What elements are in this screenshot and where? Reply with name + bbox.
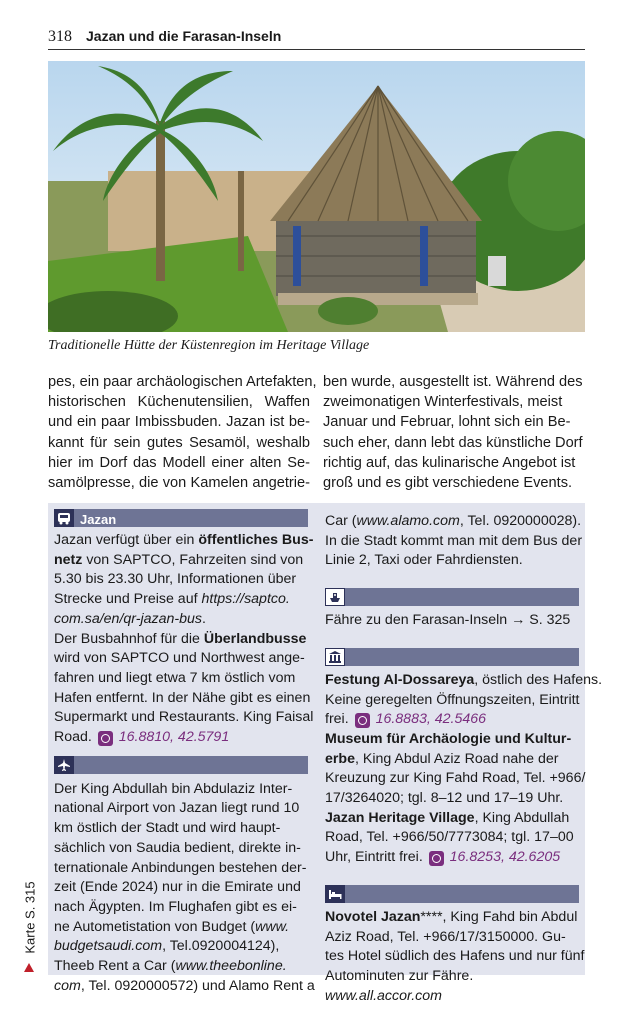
bus-section-label: Jazan bbox=[80, 512, 117, 527]
bus-text: Supermarkt und Restaurants. King Faisal bbox=[54, 709, 314, 726]
chapter-title: Jazan und die Farasan-Inseln bbox=[86, 28, 282, 44]
airport-text: Linie 2, Taxi oder Fahrdiensten. bbox=[325, 552, 523, 569]
ferry-section-bar bbox=[325, 588, 579, 606]
gps-coordinates[interactable]: 16.8883, 42.5466 bbox=[375, 711, 487, 728]
museum-icon bbox=[325, 648, 345, 666]
sights-section-bar bbox=[325, 648, 579, 666]
info-column-right bbox=[325, 512, 603, 1006]
budget-link[interactable]: budgetsaudi.com bbox=[54, 938, 163, 955]
airport-text: , Tel.0920004124), bbox=[162, 938, 280, 955]
sight-text: Uhr, Eintritt frei. bbox=[325, 849, 423, 866]
sight-name: Festung Al-Dossareya bbox=[325, 671, 475, 688]
saptco-link[interactable]: https://saptco. bbox=[201, 591, 290, 608]
airport-text: national Airport von Jazan liegt rund 10 bbox=[54, 800, 300, 817]
airport-text: km östlich der Stadt und wird haupt- bbox=[54, 820, 281, 837]
text-line: historischen Küchenutensilien, Waffen bbox=[48, 394, 310, 411]
text-line: Januar und Februar, lohnt sich ein Be- bbox=[323, 414, 571, 431]
airport-text: ternationale Anbindungen bestehen der- bbox=[54, 859, 307, 876]
text-line: groß und es gibt verschiedene Events. bbox=[323, 475, 573, 492]
info-column-left: Jazan Jazan verfügt über ein öffentliches Bus- netz von SAPTCO, Fahrzeiten sind von 5.30 bis 23.30 Uhr, Informationen über Strecke und Preise auf https://saptco. com.sa/en/qr-jazan-bus. Der Busbahnhof für die Überlandbusse wird von SAPTCO und Northwest ange- fahren und liegt etwa 7 km östlich vom Hafen entfernt. In der Nähe gibt es einen Supermarkt und Restaurants. King Faisal Road. 16.8810, 42.5791 Der King Abdullah bin Abdulaziz Inter- national Airport von Jazan liegt rund 10 km östlich der Stadt und wird haupt- sächlich von Saudia bedient, direkte in- ternationale Anbindungen bestehen der- zeit (Ende 2024) nur in die Emirate und nach Ägypten. Im Flughafen gibt es ei- ne Autometistation von Budget (www. budgetsaudi.com, Tel.0920004124), Theeb Rent a Car (www.theebonline. com, Tel. 0920000572) und Alamo Rent a bbox=[54, 509, 308, 996]
airport-text: Car ( bbox=[325, 513, 357, 529]
sight-text: , King Abdul Aziz Road nahe der bbox=[354, 750, 559, 767]
sight-name: Museum für Archäologie und Kultur- bbox=[325, 730, 572, 747]
alamo-link[interactable]: www.alamo.com bbox=[356, 513, 460, 529]
bus-text-bold: netz bbox=[54, 551, 83, 568]
sight-name: erbe bbox=[325, 750, 355, 767]
sight-text: Keine geregelten Öffnungszeiten, Eintritt bbox=[325, 691, 580, 708]
body-column-right bbox=[323, 372, 585, 493]
sight-text: Road, Tel. +966/50/7773084; tgl. 17–00 bbox=[325, 829, 574, 846]
hotel-text: Autominuten zur Fähre. bbox=[325, 967, 474, 984]
bus-text: Road. bbox=[54, 729, 92, 746]
text-line: such eher, dann lebt das künstliche Dorf bbox=[323, 434, 583, 451]
airport-text: sächlich von Saudia bedient, direkte in- bbox=[54, 839, 301, 856]
saptco-link[interactable]: com.sa/en/qr-jazan-bus bbox=[54, 610, 202, 627]
bus-text: von SAPTCO, Fahrzeiten sind von bbox=[86, 551, 304, 568]
ferry-icon bbox=[325, 588, 345, 606]
sight-text: 17/3264020; tgl. 8–12 und 17–19 Uhr. bbox=[325, 790, 564, 807]
text-line: ben wurde, ausgestellt ist. Während des bbox=[323, 374, 583, 390]
bus-text: Strecke und Preise auf bbox=[54, 591, 198, 608]
hotel-text: tes Hotel südlich des Hafens und nur fünf bbox=[325, 948, 585, 965]
hotel-name: Novotel Jazan bbox=[325, 908, 421, 925]
airport-text: , Tel. 0920000572) und Alamo Rent a bbox=[80, 977, 315, 994]
bus-text-city: Jazan bbox=[54, 532, 92, 548]
bus-icon bbox=[54, 509, 74, 527]
text-line: hier im Dorf das Modell einer alten Se- bbox=[48, 454, 310, 471]
bus-section-bar bbox=[54, 509, 308, 527]
sight-text: frei. bbox=[325, 711, 349, 728]
text-line: pes, ein paar archäologischen Artefakten, bbox=[48, 374, 317, 390]
location-pin-icon bbox=[98, 731, 113, 746]
theeb-link[interactable]: www.theebonline. bbox=[175, 958, 287, 975]
ferry-text[interactable]: Fähre zu den Farasan-Inseln → S. 325 bbox=[325, 612, 571, 629]
bed-icon bbox=[325, 885, 345, 903]
text-line: zweimonatigen Winterfestivals, meist bbox=[323, 394, 563, 411]
gps-coordinates[interactable]: 16.8253, 42.6205 bbox=[449, 849, 561, 866]
budget-link[interactable]: www. bbox=[255, 918, 290, 935]
hotel-text: Aziz Road, Tel. +966/17/3150000. Gu- bbox=[325, 928, 566, 945]
heritage-village-photo bbox=[48, 61, 585, 332]
bus-text-bold: öffentliches Bus- bbox=[198, 532, 314, 548]
page-header bbox=[48, 28, 585, 50]
bus-text: wird von SAPTCO und Northwest ange- bbox=[54, 650, 305, 667]
bus-text: Hafen entfernt. In der Nähe gibt es einen bbox=[54, 689, 311, 706]
bus-text: Der Busbahnhof für die bbox=[54, 630, 200, 647]
sight-text: Kreuzung zur King Fahd Road, Tel. +966/ bbox=[325, 770, 586, 787]
airport-text: , Tel. 0920000028). bbox=[459, 513, 582, 529]
airport-text: Der King Abdullah bin Abdulaziz Inter- bbox=[54, 780, 293, 797]
photo-caption: Traditionelle Hütte der Küstenregion im Heritage Village bbox=[48, 338, 370, 353]
accor-link[interactable]: www.all.accor.com bbox=[325, 987, 442, 1004]
airport-section-bar bbox=[54, 756, 308, 774]
airport-text: In die Stadt kommt man mit dem Bus der bbox=[325, 532, 583, 549]
sight-text: , östlich des Hafens. bbox=[474, 671, 603, 688]
page-number: 318 bbox=[48, 28, 72, 45]
airport-text: zeit (Ende 2024) nur in die Emirate und bbox=[54, 879, 301, 896]
info-box bbox=[48, 503, 603, 1004]
map-reference-tab[interactable] bbox=[20, 870, 38, 980]
bus-text: 5.30 bis 23.30 Uhr, Informationen über bbox=[54, 571, 297, 588]
arrow-up-icon bbox=[24, 963, 34, 972]
sight-name: Jazan Heritage Village bbox=[325, 809, 475, 826]
theeb-link[interactable]: com bbox=[54, 977, 81, 994]
hut-illustration bbox=[48, 61, 585, 332]
location-pin-icon bbox=[355, 713, 370, 728]
airport-text: nach Ägypten. Im Flughafen gibt es ei- bbox=[54, 898, 297, 915]
bus-text: fahren und liegt etwa 7 km östlich vom bbox=[54, 669, 296, 686]
bus-text-bold: Überlandbusse bbox=[203, 630, 307, 647]
map-reference-text: Karte S. 315 bbox=[22, 881, 38, 954]
hotel-section-bar bbox=[325, 885, 579, 903]
hotel-text: ****, King Fahd bin Abdul bbox=[420, 908, 578, 925]
text-line: und ein paar Imbissbuden. Jazan ist be- bbox=[48, 414, 310, 431]
airport-text: Theeb Rent a Car ( bbox=[54, 958, 176, 975]
text-line: kannt für sein gutes Sesamöl, weshalb bbox=[48, 434, 310, 451]
body-column-left bbox=[48, 372, 317, 493]
sight-text: , King Abdullah bbox=[474, 809, 570, 826]
airport-text: ne Autometistation von Budget ( bbox=[54, 918, 256, 935]
bus-text: verfügt über ein bbox=[95, 532, 195, 548]
text-line: richtig auf, das kulinarische Angebot ist bbox=[323, 454, 576, 471]
airplane-icon bbox=[54, 756, 74, 774]
gps-coordinates[interactable]: 16.8810, 42.5791 bbox=[118, 729, 230, 746]
text-line: samölpresse, die von Kamelen angetrie- bbox=[48, 475, 310, 492]
location-pin-icon bbox=[429, 851, 444, 866]
